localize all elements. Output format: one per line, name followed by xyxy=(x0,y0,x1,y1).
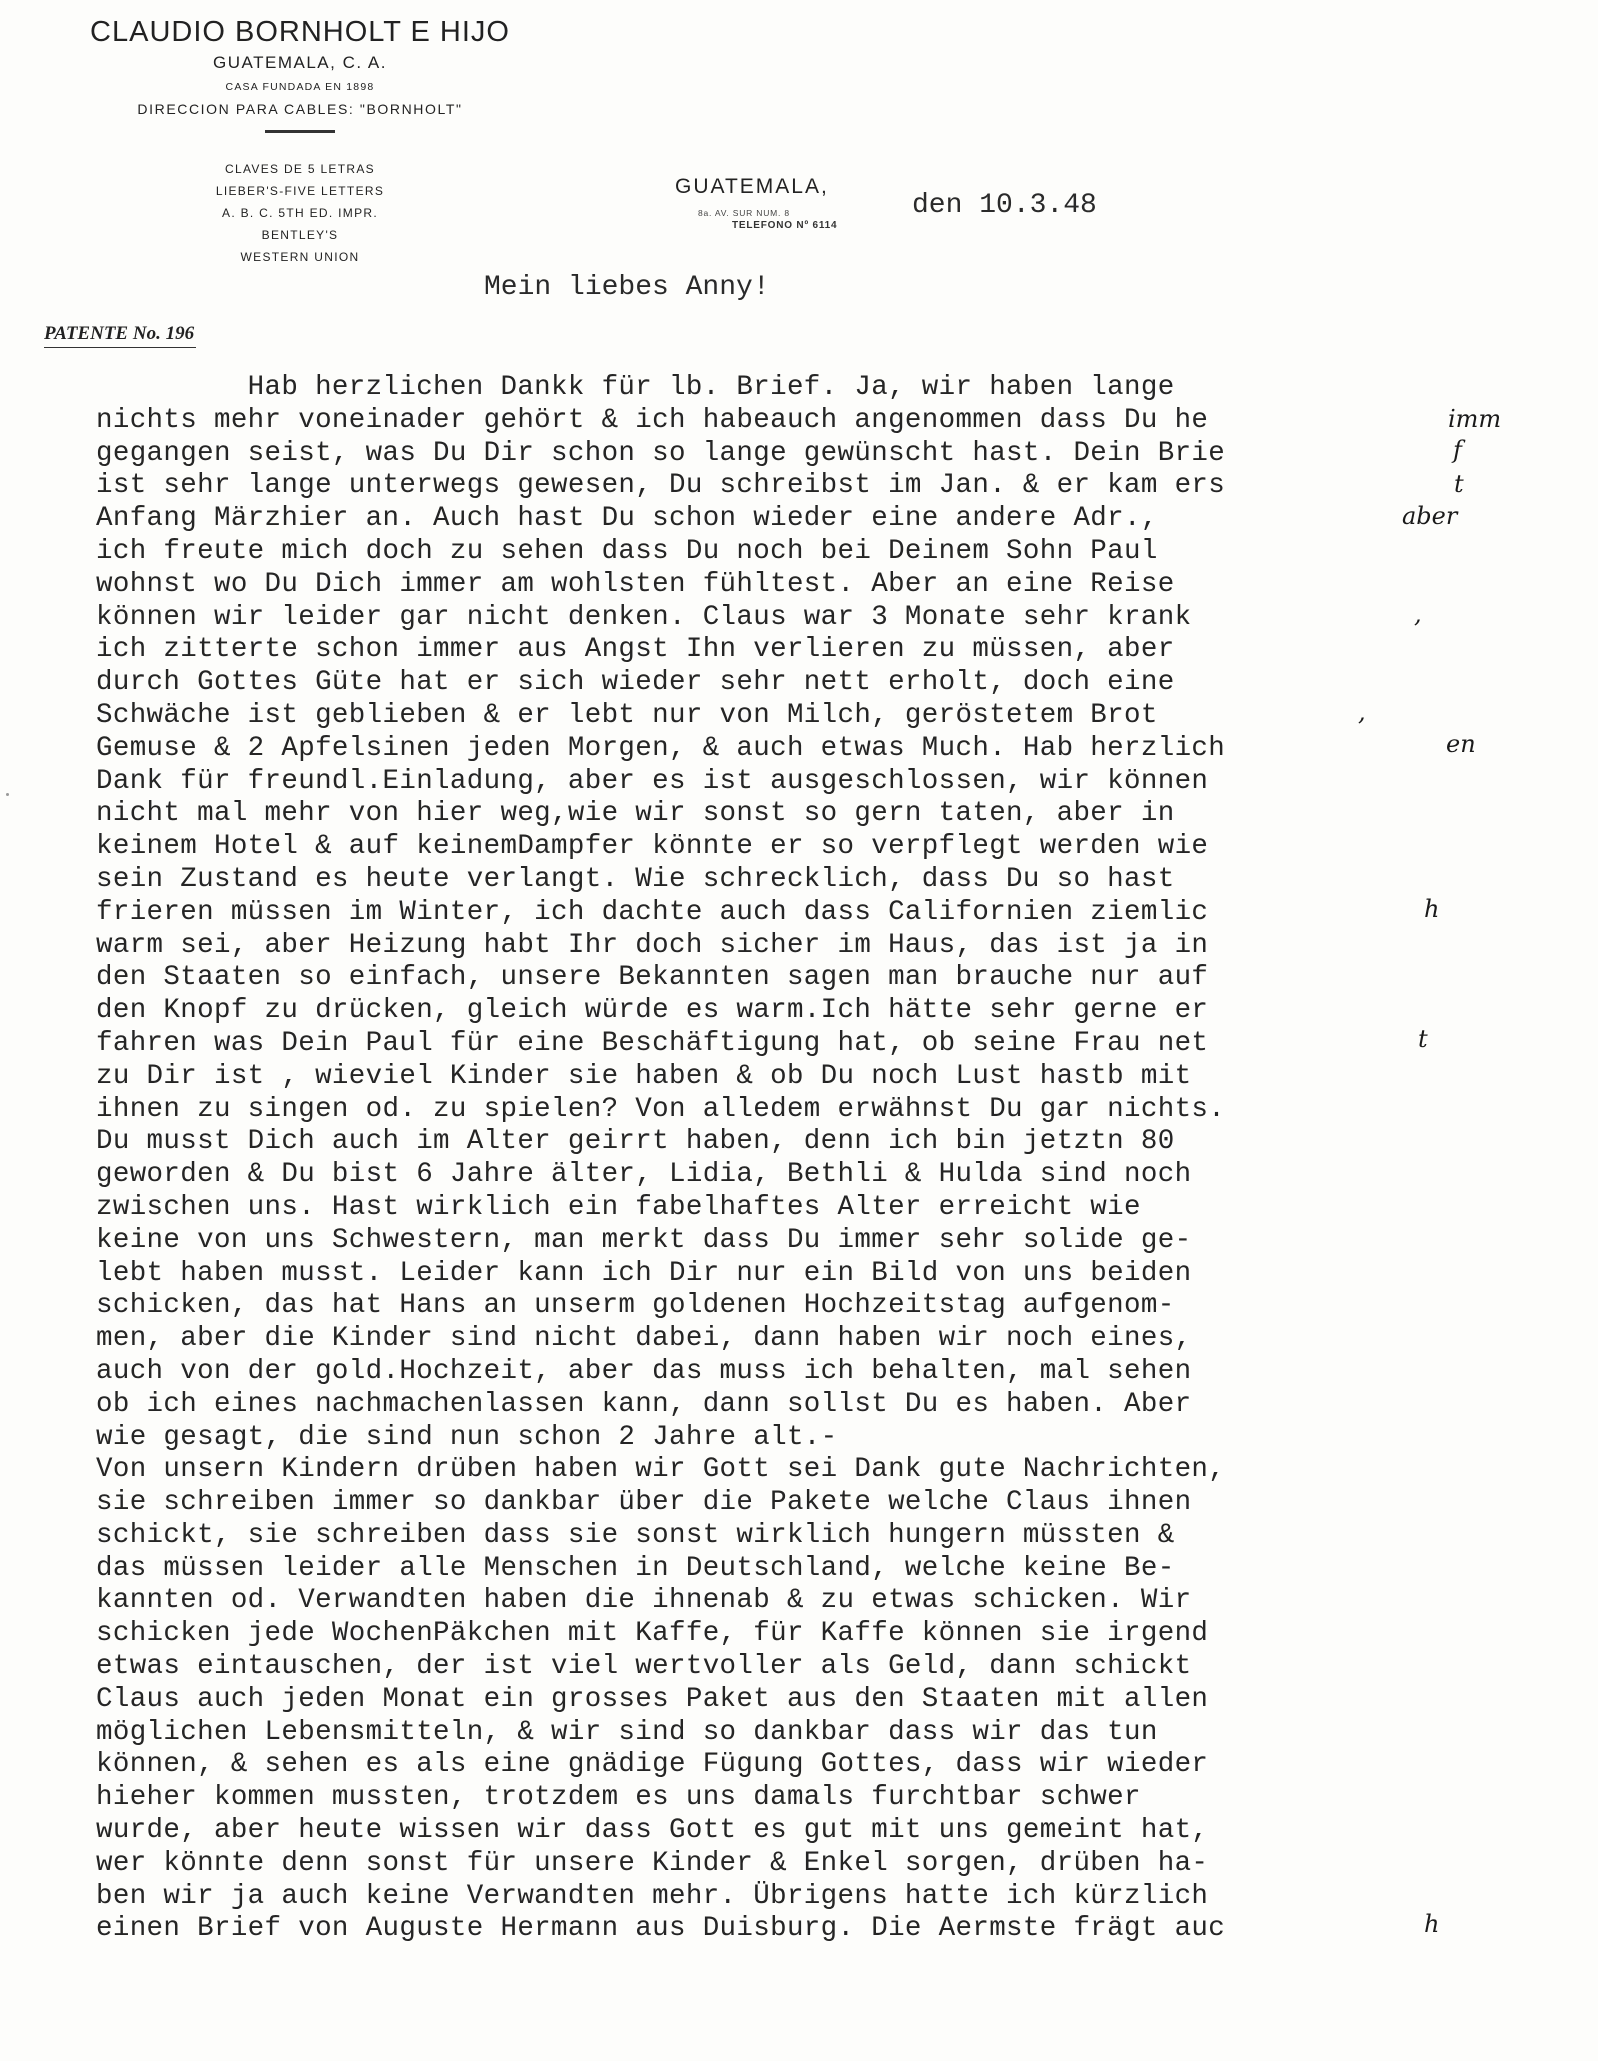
letter-date: den 10.3.48 xyxy=(912,190,1097,221)
body-line: keine von uns Schwestern, man merkt dass Du immer sehr solide ge- xyxy=(96,1224,1192,1256)
body-line: ich zitterte schon immer aus Angst Ihn verlieren zu müssen, aber xyxy=(96,634,1175,666)
code-line: WESTERN UNION xyxy=(240,250,360,264)
body-line: ich freute mich doch zu sehen dass Du noch bei Deinem Sohn Paul xyxy=(96,535,1158,567)
code-line: CLAVES DE 5 LETRAS xyxy=(225,162,375,176)
body-line: Anfang Märzhier an. Auch hast Du schon wieder eine andere Adr., xyxy=(96,503,1158,535)
handwritten-note: imm xyxy=(1448,405,1502,433)
handwritten-note: , xyxy=(1358,698,1366,726)
letter-greeting: Mein liebes Anny! xyxy=(484,272,770,303)
company-name: CLAUDIO BORNHOLT E HIJO xyxy=(90,16,510,48)
body-line: Gemuse & 2 Apfelsinen jeden Morgen, & auch etwas Much. Hab herzlich xyxy=(96,732,1226,764)
handwritten-note: en xyxy=(1446,730,1476,758)
margin-speck xyxy=(6,793,9,796)
handwritten-note: f xyxy=(1453,436,1462,464)
body-line: einen Brief von Auguste Hermann aus Duisburg. Die Aermste frägt auc xyxy=(96,1913,1226,1945)
letterhead-place: GUATEMALA, xyxy=(675,175,829,198)
body-line: lebt haben musst. Leider kann ich Dir nur ein Bild von uns beiden xyxy=(96,1257,1192,1289)
body-line: zwischen uns. Hast wirklich ein fabelhaftes Alter erreicht wie xyxy=(96,1191,1141,1223)
body-line: warm sei, aber Heizung habt Ihr doch sicher im Haus, das ist ja in xyxy=(96,929,1209,961)
handwritten-note: t xyxy=(1454,470,1464,498)
body-line: nicht mal mehr von hier weg,wie wir sonst so gern taten, aber in xyxy=(96,798,1175,830)
body-line: ist sehr lange unterwegs gewesen, Du schreibst im Jan. & er kam ers xyxy=(96,470,1226,502)
body-line: keinem Hotel & auf keinemDampfer könnte er so verpflegt werden wie xyxy=(96,831,1209,863)
letter-body xyxy=(96,372,1516,1946)
body-line: können wir leider gar nicht denken. Claus war 3 Monate sehr krank xyxy=(96,601,1192,633)
handwritten-note: h xyxy=(1424,895,1440,923)
body-line: geworden & Du bist 6 Jahre älter, Lidia, Bethli & Hulda sind noch xyxy=(96,1159,1192,1191)
body-line: sein Zustand es heute verlangt. Wie schrecklich, dass Du so hast xyxy=(96,863,1175,895)
body-line: kannten od. Verwandten haben die ihnenab & zu etwas schicken. Wir xyxy=(96,1585,1192,1617)
body-line: ob ich eines nachmachenlassen kann, dann sollst Du es haben. Aber xyxy=(96,1388,1192,1420)
telegraph-codes xyxy=(190,158,410,268)
body-line: fahren was Dein Paul für eine Beschäftigung hat, ob seine Frau net xyxy=(96,1027,1209,1059)
body-line: wohnst wo Du Dich immer am wohlsten fühltest. Aber an eine Reise xyxy=(96,568,1175,600)
company-city: GUATEMALA, C. A. xyxy=(213,53,387,72)
body-line: Du musst Dich auch im Alter geirrt haben, denn ich bin jetztn 80 xyxy=(96,1126,1175,1158)
handwritten-note: , xyxy=(1414,600,1422,628)
body-line: Claus auch jeden Monat ein grosses Paket aus den Staaten mit allen xyxy=(96,1683,1209,1715)
letterhead-phone: TELEFONO Nº 6114 xyxy=(732,220,838,231)
letterhead-address: 8a. AV. SUR NUM. 8 xyxy=(698,208,790,218)
body-line: wie gesagt, die sind nun schon 2 Jahre alt.- xyxy=(96,1421,838,1453)
body-line: Von unsern Kindern drüben haben wir Gott sei Dank gute Nachrichten, xyxy=(96,1454,1226,1486)
body-line: wurde, aber heute wissen wir dass Gott es gut mit uns gemeint hat, xyxy=(96,1815,1209,1847)
patent-number: PATENTE No. 196 xyxy=(44,323,196,348)
handwritten-note: h xyxy=(1424,1910,1440,1938)
code-line: A. B. C. 5TH ED. IMPR. xyxy=(222,206,378,220)
body-line: ben wir ja auch keine Verwandten mehr. Übrigens hatte ich kürzlich xyxy=(96,1880,1209,1912)
founded-line: CASA FUNDADA EN 1898 xyxy=(225,81,375,93)
code-line: BENTLEY'S xyxy=(261,228,339,242)
body-line: nichts mehr voneinader gehört & ich habeauch angenommen dass Du he xyxy=(96,404,1209,436)
body-line: schicken, das hat Hans an unserm goldenen Hochzeitstag aufgenom- xyxy=(96,1290,1175,1322)
body-line: schicken jede WochenPäkchen mit Kaffe, für Kaffe können sie irgend xyxy=(96,1618,1209,1650)
body-line: hieher kommen mussten, trotzdem es uns damals furchtbar schwer xyxy=(96,1782,1141,1814)
body-line: schickt, sie schreiben dass sie sonst wirklich hungern müssten & xyxy=(96,1519,1175,1551)
body-line: wer könnte denn sonst für unsere Kinder & Enkel sorgen, drüben ha- xyxy=(96,1847,1209,1879)
body-line: durch Gottes Güte hat er sich wieder sehr nett erholt, doch eine xyxy=(96,667,1175,699)
body-line: den Knopf zu drücken, gleich würde es warm.Ich hätte sehr gerne er xyxy=(96,995,1209,1027)
body-line: möglichen Lebensmitteln, & wir sind so dankbar dass wir das tun xyxy=(96,1716,1158,1748)
letterhead xyxy=(30,14,570,141)
handwritten-note: aber xyxy=(1402,502,1458,530)
body-line: Dank für freundl.Einladung, aber es ist ausgeschlossen, wir können xyxy=(96,765,1209,797)
body-line: etwas eintauschen, der ist viel wertvoller als Geld, dann schickt xyxy=(96,1651,1192,1683)
handwritten-note: t xyxy=(1418,1025,1428,1053)
letterhead-divider xyxy=(265,130,335,133)
body-line: men, aber die Kinder sind nicht dabei, dann haben wir noch eines, xyxy=(96,1323,1192,1355)
body-line: frieren müssen im Winter, ich dachte auch dass Californien ziemlic xyxy=(96,896,1209,928)
body-line: ihnen zu singen od. zu spielen? Von alledem erwähnst Du gar nichts. xyxy=(96,1093,1226,1125)
cable-address: DIRECCION PARA CABLES: "BORNHOLT" xyxy=(137,101,463,117)
body-line: den Staaten so einfach, unsere Bekannten sagen man brauche nur auf xyxy=(96,962,1209,994)
body-line: Hab herzlichen Dankk für lb. Brief. Ja, wir haben lange xyxy=(96,372,1175,403)
body-line: sie schreiben immer so dankbar über die Pakete welche Claus ihnen xyxy=(96,1487,1192,1519)
body-line: das müssen leider alle Menschen in Deutschland, welche keine Be- xyxy=(96,1552,1175,1584)
body-line: zu Dir ist , wieviel Kinder sie haben & ob Du noch Lust hastb mit xyxy=(96,1060,1192,1092)
code-line: LIEBER'S-FIVE LETTERS xyxy=(215,184,385,198)
body-line: gegangen seist, was Du Dir schon so lange gewünscht hast. Dein Brie xyxy=(96,437,1226,469)
body-line: Schwäche ist geblieben & er lebt nur von Milch, geröstetem Brot xyxy=(96,699,1158,731)
body-line: können, & sehen es als eine gnädige Fügung Gottes, dass wir wieder xyxy=(96,1749,1209,1781)
body-line: auch von der gold.Hochzeit, aber das muss ich behalten, mal sehen xyxy=(96,1355,1192,1387)
